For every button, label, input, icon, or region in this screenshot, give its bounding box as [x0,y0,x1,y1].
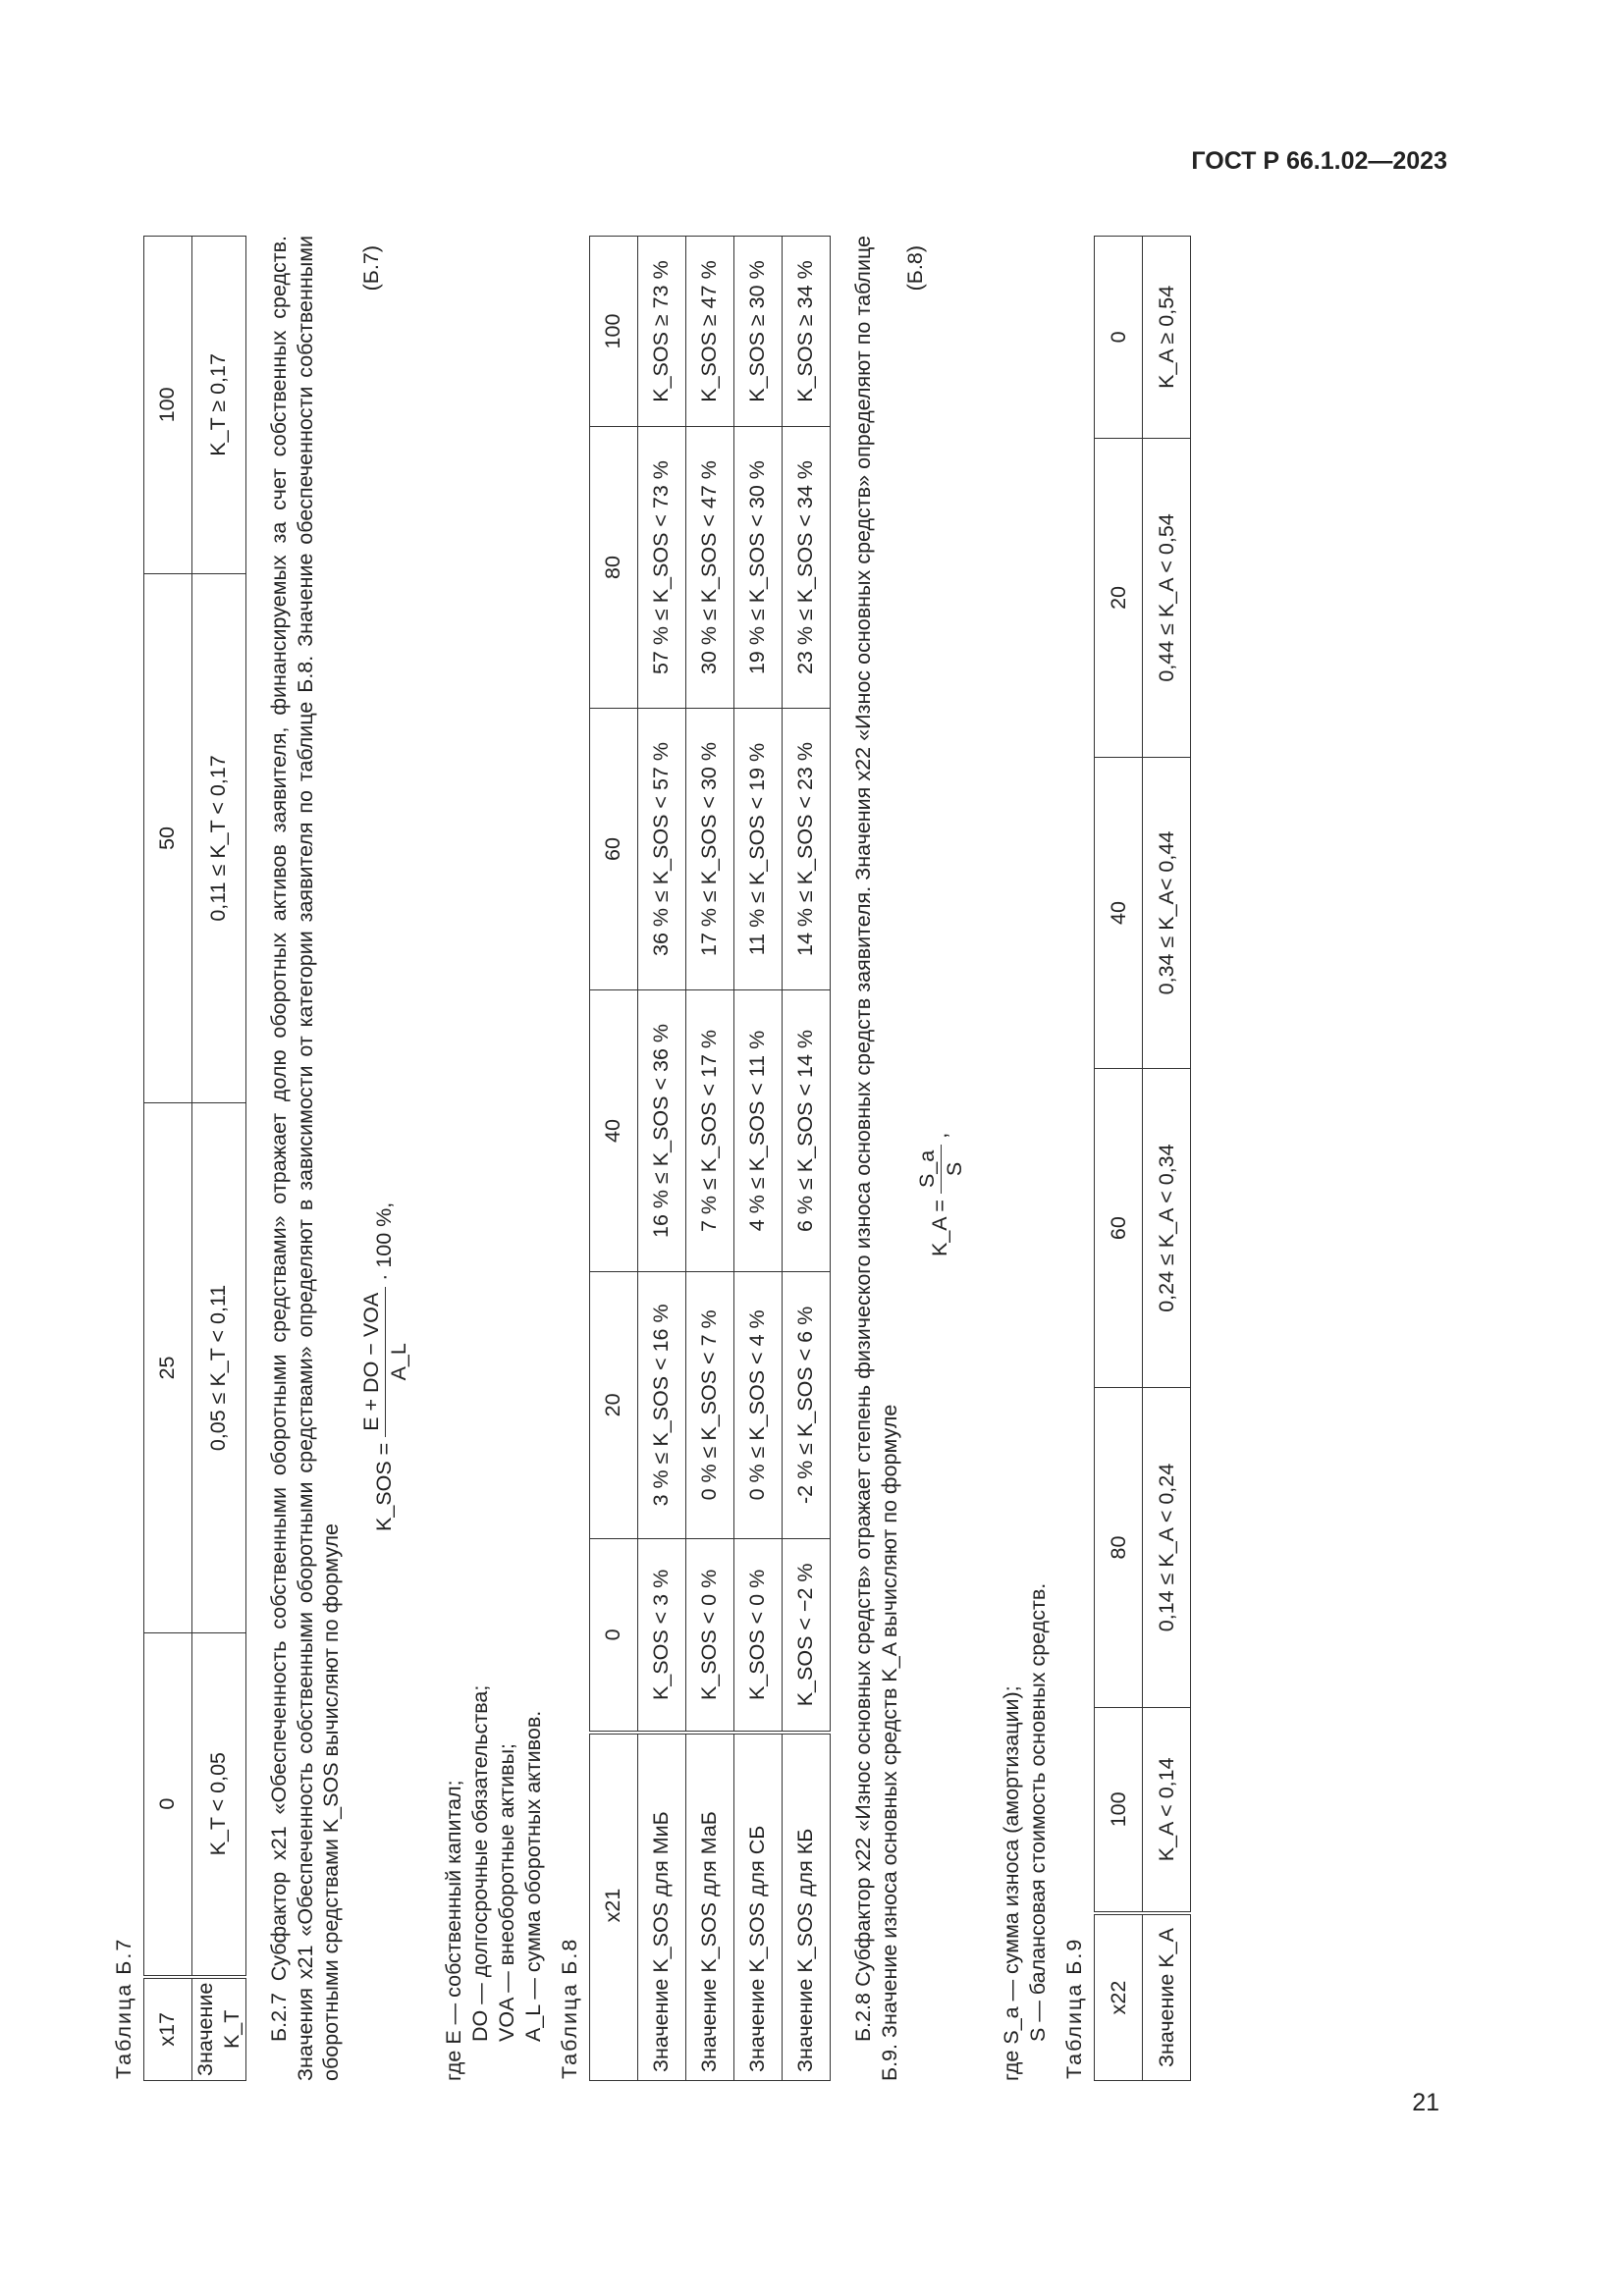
table-b7-caption: Таблица Б.7 [112,1937,135,2079]
table-b9-cell: K_A ≥ 0,54 [1143,237,1191,439]
table-b8-cell: 0 % ≤ K_SOS < 7 % [685,1271,733,1538]
table-b8-row-label: Значение K_SOS для СБ [733,1733,782,2081]
table-b8-cell: K_SOS ≥ 47 % [685,237,733,427]
where-list-b7 [441,236,547,2081]
table-b8-cell: 36 % ≤ K_SOS < 57 % [637,709,685,990]
where-item: A_L — сумма оборотных активов. [520,1710,545,2042]
table-b7-row-label: Значение K_T [191,1977,245,2081]
table-b7-col: 0 [143,1632,191,1976]
table-b8-cell: K_SOS < 0 % [733,1538,782,1733]
table-b8 [589,236,831,2081]
table-b8-cell: 16 % ≤ K_SOS < 36 % [637,990,685,1272]
table-row [637,237,685,2081]
table-b9-cell: 0,14 ≤ K_A < 0,24 [1143,1388,1191,1707]
table-b8-cell: 30 % ≤ K_SOS < 47 % [685,427,733,709]
table-b8-cell: 0 % ≤ K_SOS < 4 % [733,1271,782,1538]
table-b8-cell: K_SOS < 0 % [685,1538,733,1733]
table-b8-cell: K_SOS < −2 % [782,1538,830,1733]
where-item: где E — собственный капитал; [442,1780,466,2081]
table-b7 [143,236,246,2081]
table-b9-col: 40 [1095,758,1143,1069]
table-b7-cell: 0,11 ≤ K_T < 0,17 [191,573,245,1102]
table-b8-cell: 17 % ≤ K_SOS < 30 % [685,709,733,990]
table-b7-header-label: x17 [143,1977,191,2081]
formula-b8-denominator: S [943,1161,967,1177]
where-item: S — балансовая стоимость основных средств. [1026,1582,1051,2042]
table-b8-row-label: Значение K_SOS для КБ [782,1733,830,2081]
table-b9 [1094,236,1191,2081]
formula-b7-denominator: A_L [387,1343,411,1381]
formula-b8-fraction [914,1145,968,1194]
table-b8-cell: 7 % ≤ K_SOS < 17 % [685,990,733,1272]
formula-b8-tail: , [928,1132,952,1139]
table-b8-cell: 4 % ≤ K_SOS < 11 % [733,990,782,1272]
table-b9-cell: 0,44 ≤ K_A < 0,54 [1143,438,1191,757]
formula-b8-numerator: S_a [914,1145,942,1194]
table-b8-col: 0 [589,1538,637,1733]
table-b8-cell: 23 % ≤ K_SOS < 34 % [782,427,830,709]
table-b9-caption: Таблица Б.9 [1062,1937,1087,2079]
where-item: DO — долгосрочные обязательства; [468,1684,493,2042]
table-b9-row-label: Значение K_A [1143,1913,1191,2081]
table-b7-cell: 0,05 ≤ K_T < 0,11 [191,1103,245,1632]
page-number: 21 [1412,2089,1439,2116]
formula-b7-tail: · 100 %, [372,1201,397,1281]
table-b9-col: 100 [1095,1707,1143,1913]
table-b8-cell: K_SOS < 3 % [637,1538,685,1733]
table-b8-caption: Таблица Б.8 [557,1937,581,2079]
table-b8-col: 60 [589,709,637,990]
formula-b7-number: (Б.7) [359,245,384,292]
table-b9-header-label: x22 [1095,1913,1143,2081]
table-b9-col: 0 [1095,237,1143,439]
table-b7-cell: K_T < 0,05 [191,1632,245,1976]
rotated-page-content [103,236,1419,2081]
formula-b8-number: (Б.8) [903,245,928,292]
table-b8-cell: 57 % ≤ K_SOS < 73 % [637,427,685,709]
formula-b8-lhs: K_A = [928,1200,952,1256]
table-b8-col: 80 [589,427,637,709]
table-b9-col: 80 [1095,1388,1143,1707]
table-b8-cell: -2 % ≤ K_SOS < 6 % [782,1271,830,1538]
table-b7-col: 50 [143,573,191,1102]
table-b8-cell: 14 % ≤ K_SOS < 23 % [782,709,830,990]
table-b8-col: 40 [589,990,637,1272]
table-b8-row-label: Значение K_SOS для МиБ [637,1733,685,2081]
table-b8-header-label: x21 [589,1733,637,2081]
formula-b7-lhs: K_SOS = [372,1442,397,1531]
table-b9-cell: 0,24 ≤ K_A < 0,34 [1143,1068,1191,1387]
where-item: где S_a — сумма износа (амортизации); [1000,1685,1024,2081]
table-b9-cell: 0,34 ≤ K_A< 0,44 [1143,758,1191,1069]
table-b8-cell: 19 % ≤ K_SOS < 30 % [733,427,782,709]
section-b28-text: Б.2.8 Субфактор x22 «Износ основных средств» отражает степень физического износа основных средств заявителя. Значения x22 «Износ основных средств» определяют по таблице Б.9. Значение износа основных средств K_A вычисляют по формуле [850,236,901,2081]
table-b8-row-label: Значение K_SOS для МаБ [685,1733,733,2081]
where-item: VOA — внеоборотные активы; [495,1742,518,2042]
formula-b8 [902,236,993,2081]
table-b7-col: 25 [143,1103,191,1632]
table-row [733,237,782,2081]
table-b8-cell: K_SOS ≥ 30 % [733,237,782,427]
formula-b7-fraction [358,1287,412,1437]
table-b8-cell: K_SOS ≥ 73 % [637,237,685,427]
table-row [685,237,733,2081]
table-b9-cell: K_A < 0,14 [1143,1707,1191,1913]
where-list-b8 [999,236,1052,2081]
table-b8-col: 100 [589,237,637,427]
table-b8-cell: 6 % ≤ K_SOS < 14 % [782,990,830,1272]
table-b8-cell: 3 % ≤ K_SOS < 16 % [637,1271,685,1538]
table-b7-col: 100 [143,237,191,574]
table-b9-col: 20 [1095,438,1143,757]
table-b8-cell: 11 % ≤ K_SOS < 19 % [733,709,782,990]
document-code: ГОСТ Р 66.1.02—2023 [1191,147,1447,175]
section-b27-text: Б.2.7 Субфактор x21 «Обеспеченность собственными оборотными средствами» отражает долю оборотных активов заявителя, финансируемых за счет собственных средств. Значения x21 «Обеспеченность собственными оборотными средствами» определяют в зависимости от категории заявителя по таблице Б.8. Значение обеспеченности собственными оборотными средствами K_SOS вычисляют по формуле [266,236,344,2081]
formula-b7 [345,236,435,2081]
table-b9-col: 60 [1095,1068,1143,1387]
table-b8-col: 20 [589,1271,637,1538]
table-b7-cell: K_T ≥ 0,17 [191,237,245,574]
formula-b7-numerator: E + DO − VOA [358,1287,386,1437]
table-row [782,237,830,2081]
table-b8-cell: K_SOS ≥ 34 % [782,237,830,427]
